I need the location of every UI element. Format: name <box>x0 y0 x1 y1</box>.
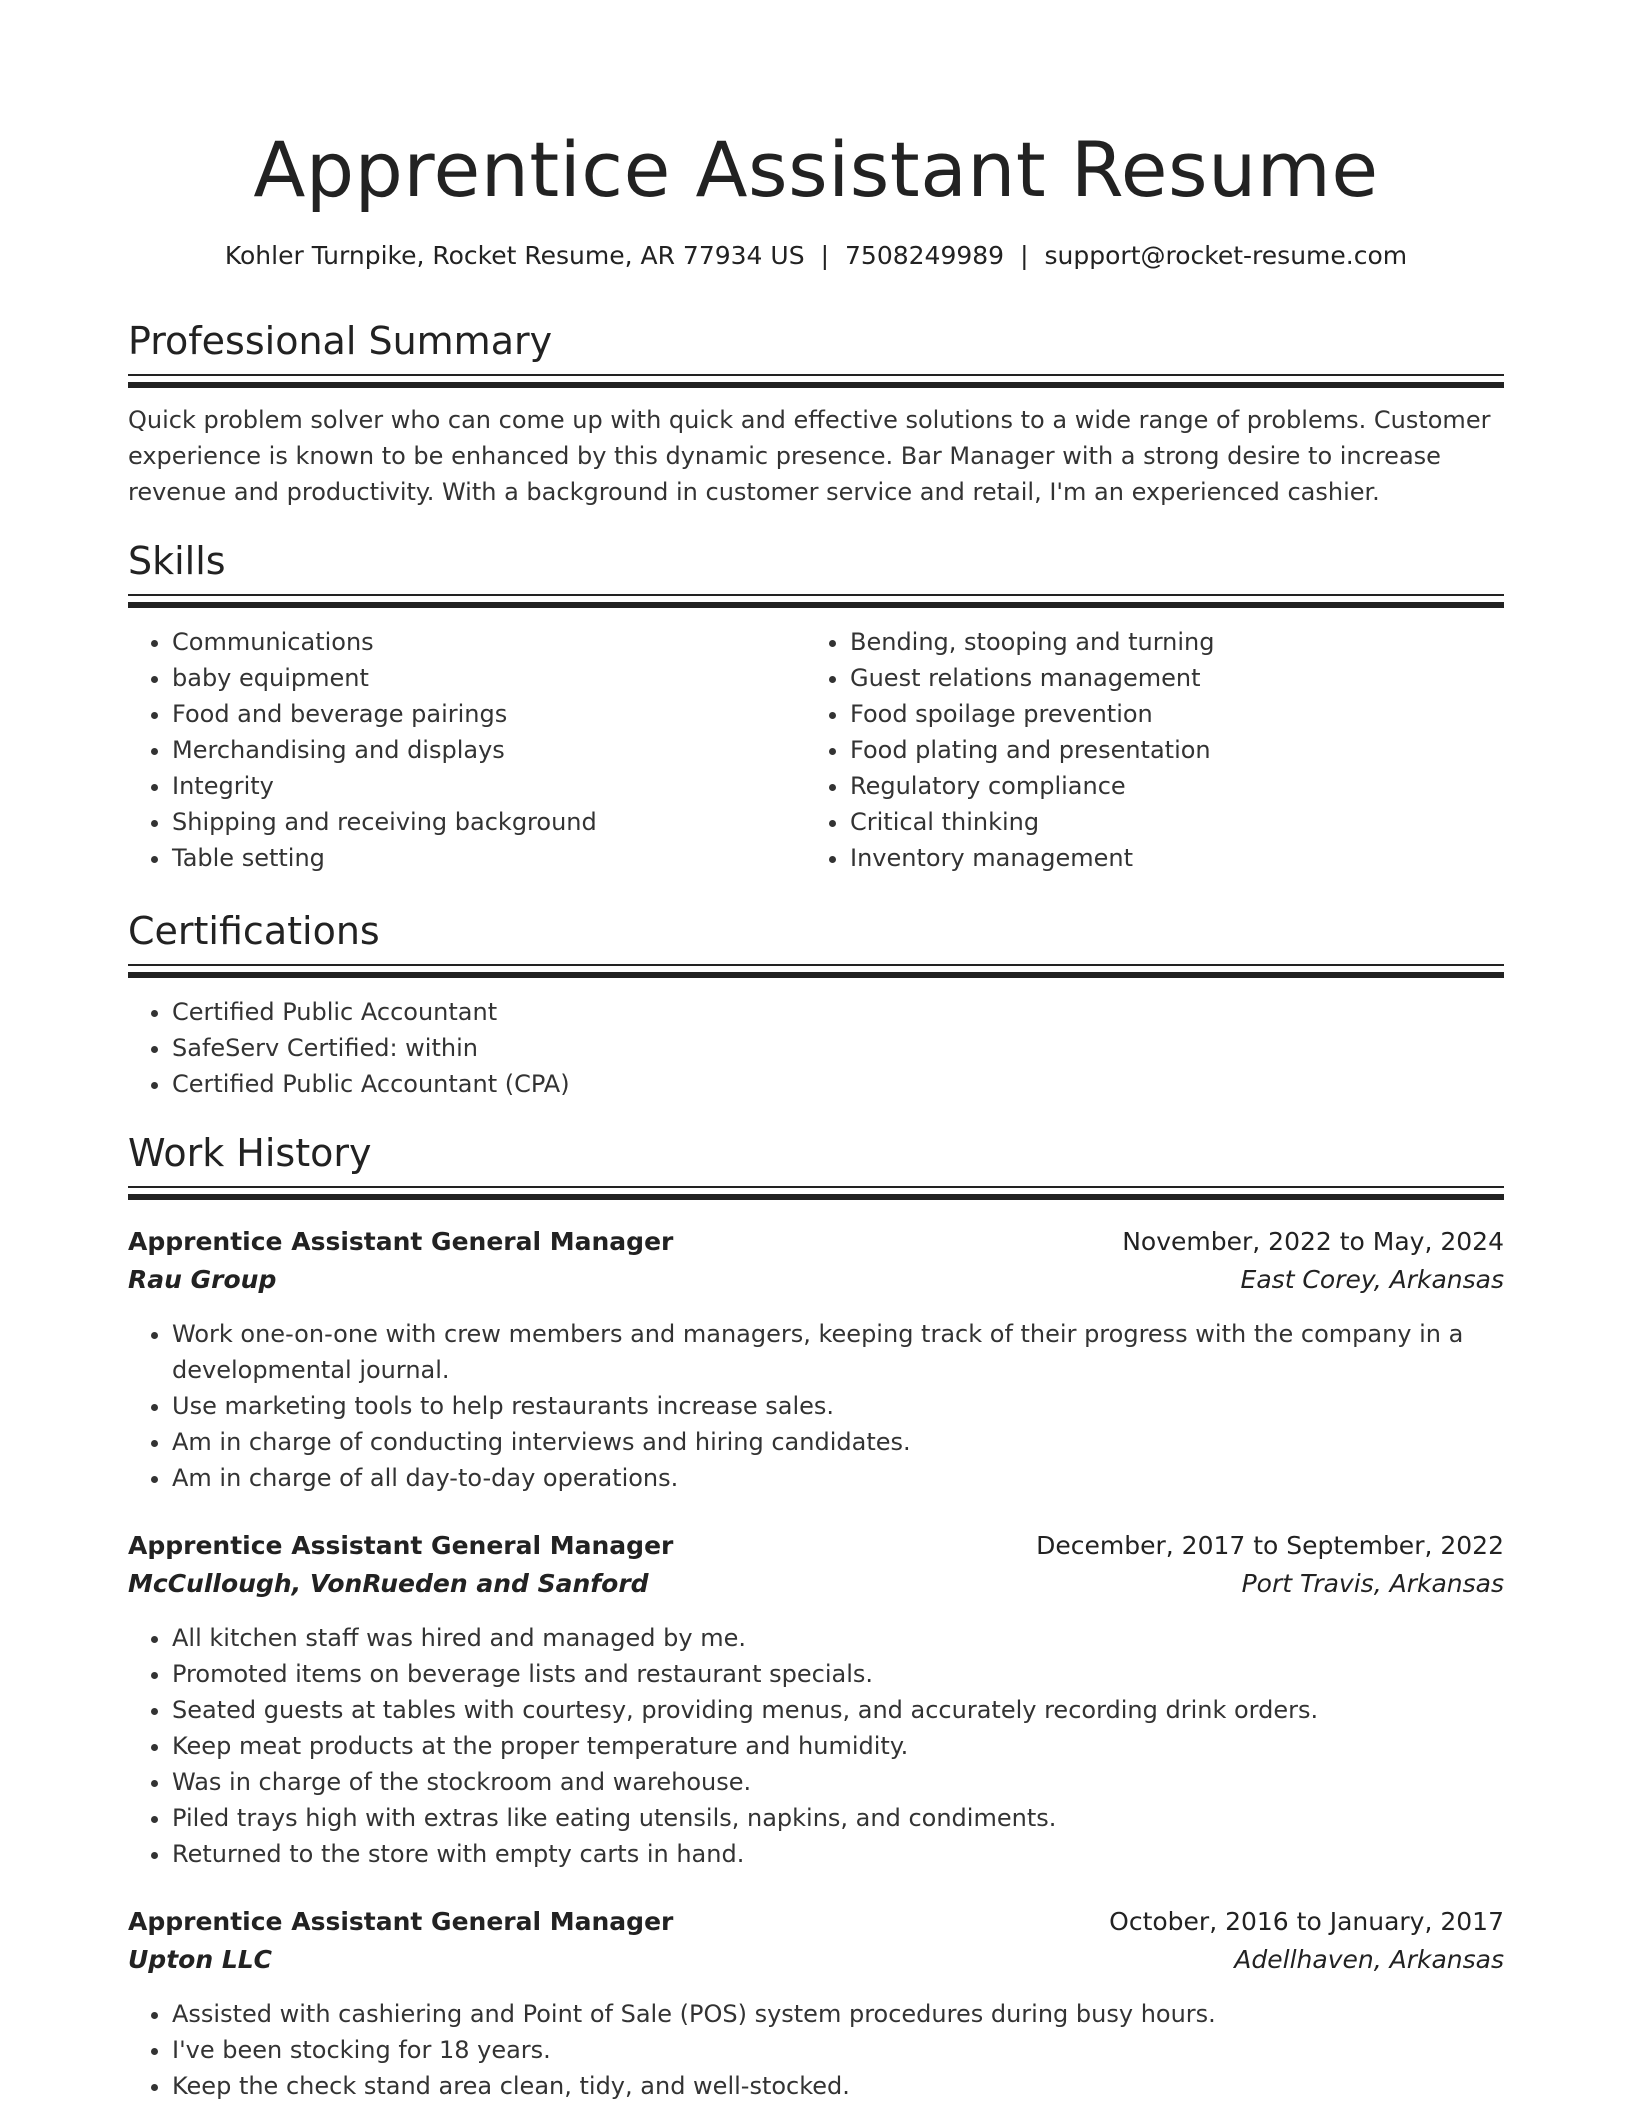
section-rule-thin <box>128 964 1504 966</box>
section-rule-thin <box>128 1186 1504 1188</box>
contact-email: support@rocket-resume.com <box>1044 241 1408 270</box>
job-duty-item: • Returned to the store with empty carts in hand. <box>172 1836 1504 1872</box>
job-duty-item: • I've been stocking for 18 years. <box>172 2032 1504 2068</box>
skill-item: • Communications <box>172 624 792 660</box>
job-title-row <box>128 1222 1504 1262</box>
skill-item: • Food and beverage pairings <box>172 696 792 732</box>
job-location: Port Travis, Arkansas <box>1241 1569 1504 1598</box>
contact-phone: 7508249989 <box>845 241 1005 270</box>
job-duty-item: • All kitchen staff was hired and managed by me. <box>172 1620 1504 1656</box>
job-location: Adellhaven, Arkansas <box>1234 1945 1504 1974</box>
job-location: East Corey, Arkansas <box>1240 1265 1504 1294</box>
work-heading: Work History <box>128 1131 372 1175</box>
skill-item: • Shipping and receiving background <box>172 804 792 840</box>
skill-item: • baby equipment <box>172 660 792 696</box>
skill-item: • Inventory management <box>850 840 1504 876</box>
work-section-header <box>128 1128 1504 1178</box>
job-duty-item: • Keep meat products at the proper temperature and humidity. <box>172 1728 1504 1764</box>
job-duty-item: • Was in charge of the stockroom and warehouse. <box>172 1764 1504 1800</box>
contact-separator: | <box>1020 241 1029 270</box>
skill-item: • Food plating and presentation <box>850 732 1504 768</box>
skill-item: • Integrity <box>172 768 792 804</box>
job-dates: October, 2016 to January, 2017 <box>1109 1907 1504 1936</box>
section-rule-thick <box>128 1194 1504 1200</box>
certifications-list <box>128 994 1504 1102</box>
skills-section-header <box>128 536 1504 586</box>
job-duty-item: • Am in charge of all day-to-day operations. <box>172 1460 1504 1496</box>
section-rule-thin <box>128 374 1504 376</box>
certification-item: • Certified Public Accountant <box>172 994 1504 1030</box>
job-duties-list <box>128 1996 1504 2104</box>
section-rule-thick <box>128 602 1504 608</box>
skill-item: • Merchandising and displays <box>172 732 792 768</box>
job-duty-item: • Assisted with cashiering and Point of Sale (POS) system procedures during busy hours. <box>172 1996 1504 2032</box>
summary-text: Quick problem solver who can come up with quick and effective solutions to a wide range of problems. Customer experience is known to be enhanced by this dynamic presence. Bar Manager with a strong desire to increase revenue and productivity. With a background in customer service and retail, I'm an experienced cashier. <box>128 406 1491 506</box>
skill-item: • Regulatory compliance <box>850 768 1504 804</box>
job-company-row <box>128 1564 1504 1604</box>
job-dates: November, 2022 to May, 2024 <box>1122 1227 1504 1256</box>
job-duties-list <box>128 1316 1504 1496</box>
summary-section-header <box>128 316 1504 366</box>
certification-item: • Certified Public Accountant (CPA) <box>172 1066 1504 1102</box>
certifications-heading: Certifications <box>128 909 380 953</box>
skill-item: • Table setting <box>172 840 792 876</box>
job-title: Apprentice Assistant General Manager <box>128 1907 674 1936</box>
job-company-row <box>128 1940 1504 1980</box>
job-title: Apprentice Assistant General Manager <box>128 1227 674 1256</box>
job-company: McCullough, VonRueden and Sanford <box>128 1569 649 1598</box>
job-duties-list <box>128 1620 1504 1872</box>
skill-item: • Critical thinking <box>850 804 1504 840</box>
skill-item: • Bending, stooping and turning <box>850 624 1504 660</box>
job-dates: December, 2017 to September, 2022 <box>1036 1531 1504 1560</box>
job-company: Upton LLC <box>128 1945 273 1974</box>
skill-item: • Guest relations management <box>850 660 1504 696</box>
job-duty-item: • Promoted items on beverage lists and restaurant specials. <box>172 1656 1504 1692</box>
contact-address: Kohler Turnpike, Rocket Resume, AR 77934 US <box>224 241 805 270</box>
job-company-row <box>128 1260 1504 1300</box>
skills-heading: Skills <box>128 539 226 583</box>
job-title-row <box>128 1526 1504 1566</box>
contact-separator: | <box>820 241 830 270</box>
skills-list-left <box>128 624 792 876</box>
job-duty-item: • Keep the check stand area clean, tidy, and well-stocked. <box>172 2068 1504 2104</box>
contact-line <box>128 236 1504 276</box>
resume-title: Apprentice Assistant Resume <box>253 125 1379 214</box>
summary-heading: Professional Summary <box>128 319 553 363</box>
job-duty-item: • Use marketing tools to help restaurants increase sales. <box>172 1388 1504 1424</box>
certification-item: • SafeServ Certified: within <box>172 1030 1504 1066</box>
job-duty-item: • Am in charge of conducting interviews and hiring candidates. <box>172 1424 1504 1460</box>
job-duty-item: • Work one-on-one with crew members and managers, keeping track of their progress with the company in a developmental journal. <box>172 1316 1504 1388</box>
section-rule-thin <box>128 594 1504 596</box>
skill-item: • Food spoilage prevention <box>850 696 1504 732</box>
job-title: Apprentice Assistant General Manager <box>128 1531 674 1560</box>
job-duty-item: • Seated guests at tables with courtesy, providing menus, and accurately recording drink orders. <box>172 1692 1504 1728</box>
skills-list-right <box>806 624 1504 876</box>
certifications-section-header <box>128 906 1504 956</box>
job-duty-item: • Piled trays high with extras like eating utensils, napkins, and condiments. <box>172 1800 1504 1836</box>
job-company: Rau Group <box>128 1265 277 1294</box>
section-rule-thick <box>128 382 1504 388</box>
job-title-row <box>128 1902 1504 1942</box>
section-rule-thick <box>128 972 1504 978</box>
